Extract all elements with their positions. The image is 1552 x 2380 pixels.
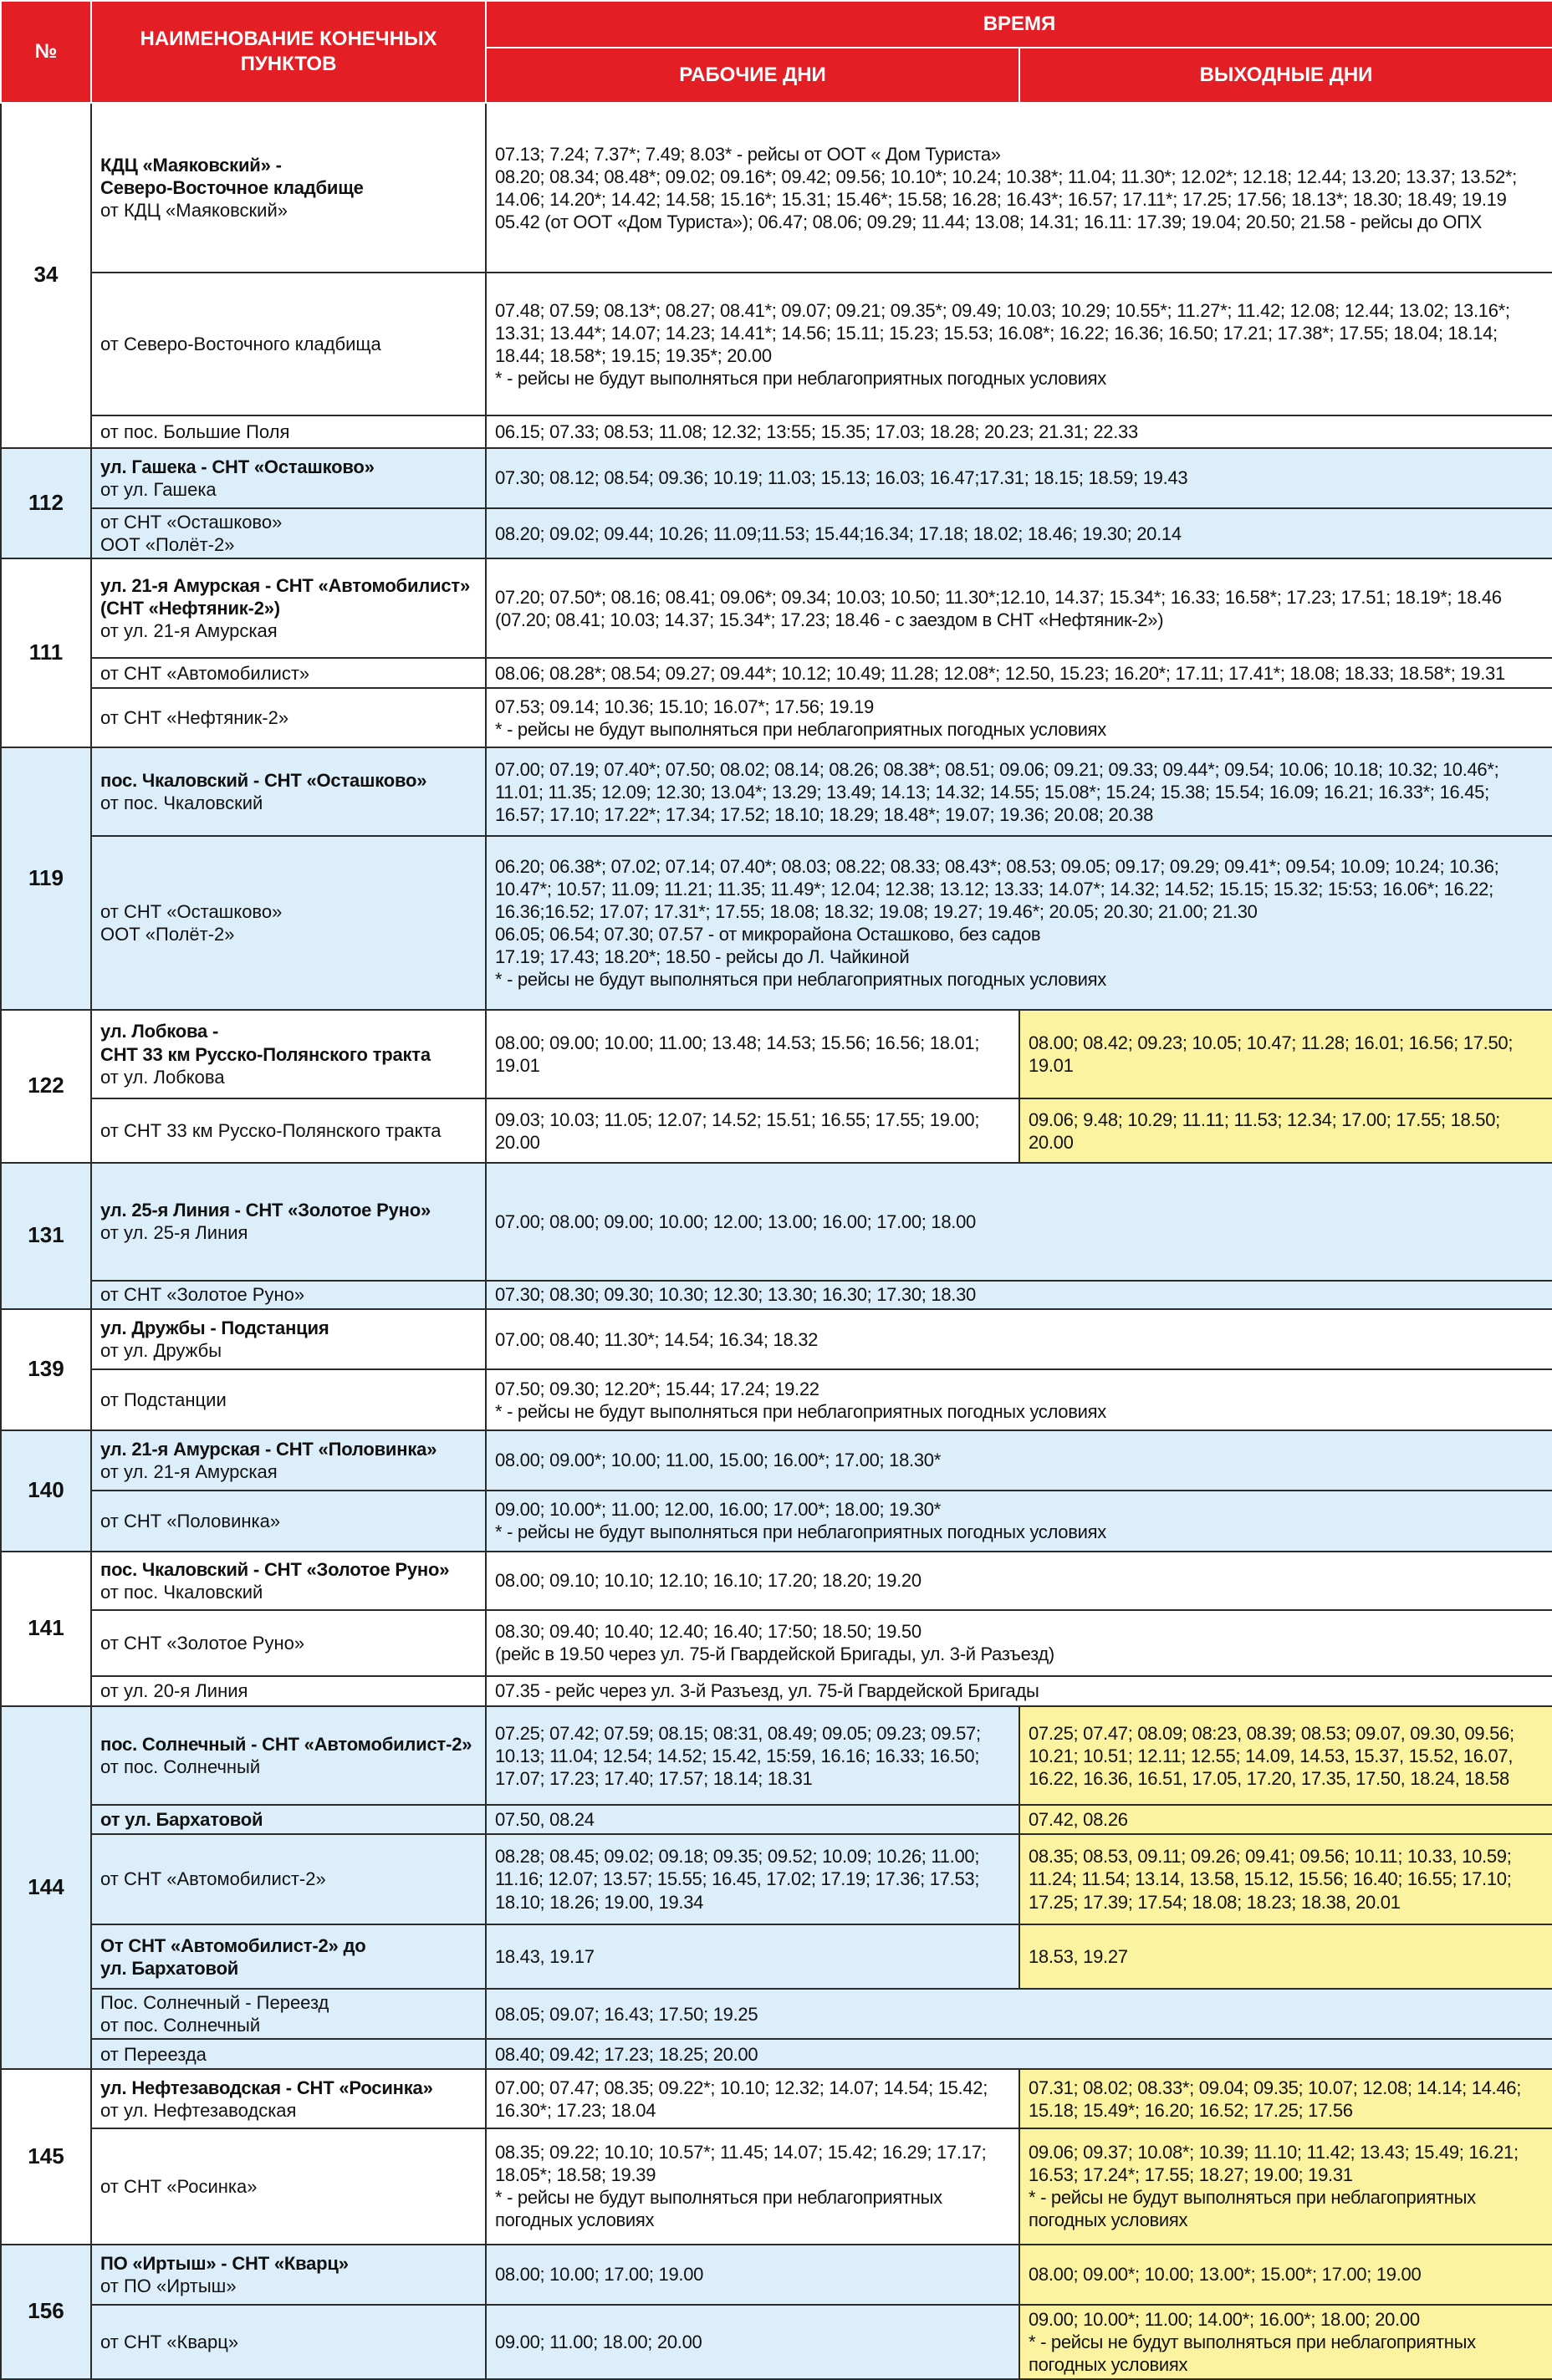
workday-times xyxy=(486,1834,1019,1925)
route-endpoint xyxy=(91,1163,486,1281)
table-row xyxy=(1,103,1552,273)
times-line: 06.05; 06.54; 07.30; 07.57 - от микрорайона Осташково, без садов xyxy=(495,924,1041,945)
workday-times xyxy=(486,2305,1019,2379)
times-line: 07.13; 7.24; 7.37*; 7.49; 8.03* - рейсы от ООТ « Дом Туриста» xyxy=(495,143,1001,165)
departure-times xyxy=(486,1610,1552,1675)
route-endpoint xyxy=(91,508,486,558)
route-number: 139 xyxy=(1,1309,91,1430)
times-line: 07.00; 08.40; 11.30*; 14.54; 16.34; 18.32 xyxy=(495,1328,819,1350)
route-number: 156 xyxy=(1,2245,91,2379)
times-line: 09.06; 9.48; 10.29; 11.11; 11.53; 12.34; 17.00; 17.55; 18.50; xyxy=(1029,1108,1500,1130)
route-title: ул. Нефтезаводская - СНТ «Росинка» xyxy=(100,2077,433,2098)
route-direction: от СНТ «Нефтяник-2» xyxy=(100,707,289,729)
route-direction: от ул. 21-я Амурская xyxy=(100,1460,278,1482)
route-endpoint xyxy=(91,1805,486,1833)
header-weekends: ВЫХОДНЫЕ ДНИ xyxy=(1019,48,1552,103)
times-line: 07.50, 08.24 xyxy=(495,1809,595,1831)
route-endpoint xyxy=(91,1989,486,2039)
header-name: НАИМЕНОВАНИЕ КОНЕЧНЫХ ПУНКТОВ xyxy=(91,1,486,103)
route-endpoint xyxy=(91,2305,486,2379)
route-direction: от ул. 20-я Линия xyxy=(100,1680,248,1702)
table-row xyxy=(1,558,1552,658)
route-number: 140 xyxy=(1,1430,91,1552)
times-line: 20.00 xyxy=(1029,1131,1074,1153)
route-endpoint xyxy=(91,1834,486,1925)
times-line: 07.25; 07.42; 07.59; 08.15; 08:31, 08.49; 09.05; 09.23; 09.57; 10.13; 11.04; 12.54; 14.52; 15.42, 15:59, 16.16; 16.33; 16.50; 17.07; 17.23; 17.40; 17.57; 18.14; 18.31 xyxy=(495,1722,981,1789)
table-row xyxy=(1,836,1552,1009)
header-number: № xyxy=(1,1,91,103)
departure-times xyxy=(486,1552,1552,1610)
route-direction: от СНТ «Осташково» xyxy=(100,512,283,533)
route-number: 144 xyxy=(1,1706,91,2070)
table-row xyxy=(1,1924,1552,1988)
times-line: 09.00; 11.00; 18.00; 20.00 xyxy=(495,2332,702,2353)
times-line: 08.30; 09.40; 10.40; 12.40; 16.40; 17:50; 18.50; 19.50 xyxy=(495,1621,922,1643)
times-line: 08.00; 09.00*; 10.00; 11.00, 15.00; 16.00*; 17.00; 18.30* xyxy=(495,1450,941,1471)
workday-times xyxy=(486,1098,1019,1162)
header-time: ВРЕМЯ xyxy=(486,1,1552,48)
route-number: 141 xyxy=(1,1552,91,1706)
departure-times xyxy=(486,747,1552,837)
departure-times xyxy=(486,448,1552,508)
table-row xyxy=(1,273,1552,415)
times-line: 08.28; 08.45; 09.02; 09.18; 09.35; 09.52; 10.09; 10.26; 11.00; 11.16; 12.07; 13.57; 15.55; 16.45, 17.02; 17.19; 17.36; 17.53; 18.10; 18.26; 19.00, 19.34 xyxy=(495,1846,980,1913)
route-endpoint xyxy=(91,836,486,1009)
table-row xyxy=(1,2245,1552,2305)
route-endpoint xyxy=(91,688,486,747)
departure-times xyxy=(486,103,1552,273)
times-line: 08.00; 09.10; 10.10; 12.10; 16.10; 17.20; 18.20; 19.20 xyxy=(495,1570,922,1592)
weekend-times xyxy=(1019,2305,1552,2379)
route-endpoint xyxy=(91,2039,486,2069)
route-title: ул. Лобкова - xyxy=(100,1021,219,1042)
departure-times xyxy=(486,836,1552,1009)
departure-times xyxy=(486,415,1552,447)
times-line: 17.19; 17.43; 18.20*; 18.50 - рейсы до Л. Чайкиной xyxy=(495,946,910,968)
route-direction: от СНТ «Золотое Руно» xyxy=(100,1632,305,1654)
times-line: * - рейсы не будут выполняться при неблагоприятных xyxy=(1029,2332,1476,2353)
times-line: 08.35; 09.22; 10.10; 10.57*; 11.45; 14.07; 15.42; 16.29; 17.17; 18.05*; 18.58; 19.39 xyxy=(495,2142,987,2186)
route-title: КДЦ «Маяковский» - xyxy=(100,155,282,176)
route-title: от ул. Бархатовой xyxy=(100,1809,263,1831)
route-direction: от СНТ «Золотое Руно» xyxy=(100,1284,305,1306)
table-row xyxy=(1,2069,1552,2128)
workday-times xyxy=(486,2069,1019,2128)
route-direction: от пос. Солнечный xyxy=(100,1756,261,1778)
table-row xyxy=(1,1098,1552,1162)
times-line: 08.40; 09.42; 17.23; 18.25; 20.00 xyxy=(495,2043,758,2065)
route-direction: от СНТ «Осташково» xyxy=(100,901,283,923)
route-endpoint xyxy=(91,273,486,415)
route-direction: от СНТ «Половинка» xyxy=(100,1510,281,1531)
weekend-times xyxy=(1019,2245,1552,2305)
table-row xyxy=(1,2305,1552,2379)
weekend-times xyxy=(1019,1834,1552,1925)
departure-times xyxy=(486,1163,1552,1281)
workday-times xyxy=(486,1010,1019,1099)
route-direction: от Переезда xyxy=(100,2043,207,2065)
table-row xyxy=(1,1369,1552,1430)
route-endpoint xyxy=(91,1924,486,1988)
route-number: 119 xyxy=(1,747,91,1010)
table-row xyxy=(1,1010,1552,1099)
times-line: 07.50; 09.30; 12.20*; 15.44; 17.24; 19.22 xyxy=(495,1378,819,1399)
departure-times xyxy=(486,273,1552,415)
times-line: 09.06; 09.37; 10.08*; 10.39; 11.10; 11.42; 13.43; 15.49; 16.21; 16.53; 17.24*; 17.55; 18.27; 19.00; 19.31 xyxy=(1029,2142,1519,2186)
table-row xyxy=(1,1491,1552,1551)
table-row xyxy=(1,448,1552,508)
route-endpoint xyxy=(91,2128,486,2245)
route-title: ул. Дружбы - Подстанция xyxy=(100,1317,329,1339)
route-direction: от ул. Гашека xyxy=(100,478,217,500)
route-direction: от ул. Лобкова xyxy=(100,1066,225,1088)
times-line: 19.01 xyxy=(1029,1055,1074,1077)
departure-times xyxy=(486,688,1552,747)
table-row xyxy=(1,1610,1552,1675)
table-row xyxy=(1,1989,1552,2039)
times-line: (07.20; 08.41; 10.03; 14.37; 15.34*; 17.23; 18.46 - с заездом в СНТ «Нефтяник-2») xyxy=(495,609,1164,630)
departure-times xyxy=(486,1369,1552,1430)
table-row xyxy=(1,1281,1552,1309)
route-title: ПО «Иртыш» - СНТ «Кварц» xyxy=(100,2252,349,2274)
route-endpoint xyxy=(91,1676,486,1706)
route-direction: от пос. Чкаловский xyxy=(100,1581,263,1603)
table-row xyxy=(1,1163,1552,1281)
times-line: * - рейсы не будут выполняться при неблагоприятных погодных условиях xyxy=(495,1521,1106,1543)
times-line: 08.00; 09.00; 10.00; 11.00; 13.48; 14.53; 15.56; 16.56; 18.01; xyxy=(495,1032,980,1053)
workday-times xyxy=(486,1805,1019,1833)
weekend-times xyxy=(1019,1706,1552,1806)
times-line: 08.00; 09.00*; 10.00; 13.00*; 15.00*; 17.00; 19.00 xyxy=(1029,2264,1422,2286)
weekend-times xyxy=(1019,2069,1552,2128)
route-direction: от ул. Нефтезаводская xyxy=(100,2099,297,2121)
route-title: пос. Чкаловский - СНТ «Золотое Руно» xyxy=(100,1558,450,1580)
header-workdays: РАБОЧИЕ ДНИ xyxy=(486,48,1019,103)
route-endpoint xyxy=(91,448,486,508)
weekend-times xyxy=(1019,1010,1552,1099)
table-row xyxy=(1,1552,1552,1610)
route-number: 122 xyxy=(1,1010,91,1163)
workday-times xyxy=(486,2245,1019,2305)
route-direction: от СНТ «Автомобилист-2» xyxy=(100,1868,326,1890)
route-endpoint xyxy=(91,1010,486,1099)
times-line: 05.42 (от ООТ «Дом Туриста»); 06.47; 08.06; 09.29; 11.44; 13.08; 14.31; 16.11: 17.39; 19.04; 20.50; 21.58 - рейсы до ОПХ xyxy=(495,211,1482,232)
route-title: (СНТ «Нефтяник-2») xyxy=(100,598,280,619)
times-line: погодных условиях xyxy=(1029,2209,1188,2231)
weekend-times xyxy=(1019,1805,1552,1833)
departure-times xyxy=(486,1989,1552,2039)
route-direction: от пос. Солнечный xyxy=(100,2015,261,2036)
times-line: 08.00; 10.00; 17.00; 19.00 xyxy=(495,2264,704,2286)
times-line: 07.25; 07.47; 08.09; 08:23, 08.39; 08.53; 09.07, 09.30, 09.56; 10.21; 10.51; 12.11; 12.55; 14.09, 14.53, 15.37, 15.52, 16.07, 16.22, 16.36, 16.51, 17.05, 17.20, 17.35, 17.50, 18.24, 18.58 xyxy=(1029,1722,1514,1789)
weekend-times xyxy=(1019,2128,1552,2245)
times-line: 09.00; 10.00*; 11.00; 14.00*; 16.00*; 18.00; 20.00 xyxy=(1029,2309,1420,2331)
table-row xyxy=(1,1706,1552,1806)
times-line: 07.48; 07.59; 08.13*; 08.27; 08.41*; 09.07; 09.21; 09.35*; 09.49; 10.03; 10.29; 10.55*; 11.27*; 11.42; 12.08; 12.44; 13.02; 13.16*; 13.31; 13.44*; 14.07; 14.23; 14.41*; 14.56; 15.11; 15.23; 15.53; 16.08*; 16.22; 16.36; 16.50; 17.21; 17.38*; 17.55; 18.04; 18.14; 18.44; 18.58*; 19.15; 19.35*; 20.00 xyxy=(495,299,1510,366)
route-direction: от ПО «Иртыш» xyxy=(100,2275,237,2296)
route-title: пос. Солнечный - СНТ «Автомобилист-2» xyxy=(100,1734,472,1756)
route-endpoint xyxy=(91,747,486,837)
times-line: 20.00 xyxy=(495,1131,540,1153)
times-line: 06.15; 07.33; 08.53; 11.08; 12.32; 13:55; 15.35; 17.03; 18.28; 20.23; 21.31; 22.33 xyxy=(495,420,1138,442)
route-direction: от пос. Чкаловский xyxy=(100,792,263,814)
route-endpoint xyxy=(91,1098,486,1162)
times-line: 08.20; 09.02; 09.44; 10.26; 11.09;11.53; 15.44;16.34; 17.18; 18.02; 18.46; 19.30; 20.14 xyxy=(495,522,1182,544)
route-title: СНТ 33 км Русско-Полянского тракта xyxy=(100,1043,431,1065)
route-direction: от пос. Большие Поля xyxy=(100,420,290,442)
route-number: 112 xyxy=(1,448,91,559)
times-line: 08.35; 08.53, 09.11; 09.26; 09.41; 09.56; 10.11; 10.33, 10.59; 11.24; 11.54; 13.14, 13.58, 15.12, 15.56; 16.40; 16.55; 17.10; 17.25; 17.39; 17.54; 18.08; 18.23; 18.38, 20.01 xyxy=(1029,1846,1512,1913)
departure-times xyxy=(486,2039,1552,2069)
table-row xyxy=(1,747,1552,837)
route-direction: от Подстанции xyxy=(100,1389,227,1411)
times-line: 07.35 - рейс через ул. 3-й Разъезд, ул. 75-й Гвардейской Бригады xyxy=(495,1680,1039,1702)
table-row xyxy=(1,1676,1552,1706)
times-line: (рейс в 19.50 через ул. 75-й Гвардейской Бригады, ул. 3-й Разъезд) xyxy=(495,1644,1054,1665)
table-row xyxy=(1,1309,1552,1369)
workday-times xyxy=(486,2128,1019,2245)
times-line: 07.00; 08.00; 09.00; 10.00; 12.00; 13.00; 16.00; 17.00; 18.00 xyxy=(495,1210,976,1232)
route-title: ул. 21-я Амурская - СНТ «Автомобилист» xyxy=(100,575,471,597)
route-endpoint xyxy=(91,1309,486,1369)
route-direction: от ул. 21-я Амурская xyxy=(100,620,278,642)
route-direction: от СНТ «Кварц» xyxy=(100,2332,239,2353)
times-line: погодных условиях xyxy=(495,2209,655,2231)
route-endpoint xyxy=(91,2069,486,2128)
times-line: 07.30; 08.12; 08.54; 09.36; 10.19; 11.03; 15.13; 16.03; 16.47;17.31; 18.15; 18.59; 19.43 xyxy=(495,467,1188,489)
route-number: 111 xyxy=(1,558,91,747)
route-number: 145 xyxy=(1,2069,91,2244)
route-endpoint xyxy=(91,1369,486,1430)
times-line: * - рейсы не будут выполняться при неблагоприятных погодных условиях xyxy=(495,969,1106,991)
times-line: * - рейсы не будут выполняться при неблагоприятных xyxy=(1029,2187,1476,2209)
route-endpoint xyxy=(91,415,486,447)
route-direction: от СНТ «Росинка» xyxy=(100,2175,258,2197)
route-endpoint xyxy=(91,1491,486,1551)
times-line: 18.43, 19.17 xyxy=(495,1946,595,1968)
route-number: 131 xyxy=(1,1163,91,1309)
route-number: 34 xyxy=(1,103,91,448)
departure-times xyxy=(486,1309,1552,1369)
times-line: * - рейсы не будут выполняться при неблагоприятных погодных условиях xyxy=(495,1400,1106,1422)
route-endpoint xyxy=(91,1281,486,1309)
departure-times xyxy=(486,658,1552,688)
times-line: 06.20; 06.38*; 07.02; 07.14; 07.40*; 08.03; 08.22; 08.33; 08.43*; 08.53; 09.05; 09.17; 09.29; 09.41*; 09.54; 10.09; 10.24; 10.36; 10.47*; 10.57; 11.09; 11.21; 11.35; 11.49*; 12.04; 12.38; 13.12; 13.33; 14.07*; 14.32; 14.52; 15.15; 15.32; 15:53; 16.06*; 16.22; 16.36;16.52; 17.07; 17.31*; 17.55; 18.08; 18.32; 19.08; 19.27; 19.46*; 20.05; 20.30; 21.00; 21.30 xyxy=(495,855,1499,923)
table-row xyxy=(1,1430,1552,1491)
route-endpoint xyxy=(91,2245,486,2305)
times-line: 19.01 xyxy=(495,1055,540,1077)
route-endpoint xyxy=(91,1706,486,1806)
route-direction: от КДЦ «Маяковский» xyxy=(100,200,288,222)
workday-times xyxy=(486,1706,1019,1806)
times-line: 08.00; 08.42; 09.23; 10.05; 10.47; 11.28; 16.01; 16.56; 17.50; xyxy=(1029,1032,1514,1053)
times-line: 08.05; 09.07; 16.43; 17.50; 19.25 xyxy=(495,2003,758,2025)
departure-times xyxy=(486,1430,1552,1491)
departure-times xyxy=(486,508,1552,558)
table-row xyxy=(1,688,1552,747)
table-row xyxy=(1,1805,1552,1833)
departure-times xyxy=(486,1281,1552,1309)
times-line: 09.03; 10.03; 11.05; 12.07; 14.52; 15.51; 16.55; 17.55; 19.00; xyxy=(495,1108,980,1130)
route-endpoint xyxy=(91,1430,486,1491)
route-title: ул. 21-я Амурская - СНТ «Половинка» xyxy=(100,1438,437,1460)
route-direction: ООТ «Полёт-2» xyxy=(100,924,235,945)
times-line: 08.20; 08.34; 08.48*; 09.02; 09.16*; 09.42; 09.56; 10.10*; 10.24; 10.38*; 11.04; 11.30*; 12.02*; 12.18; 12.44; 13.20; 13.37; 13.52*; 14.06; 14.20*; 14.42; 14.58; 15.16*; 15.31; 15.46*; 15.58; 16.28; 16.43*; 16.57; 17.11*; 17.25; 17.56; 18.13*; 18.30; 18.49; 19.19 xyxy=(495,166,1517,210)
table-row xyxy=(1,2128,1552,2245)
route-endpoint xyxy=(91,103,486,273)
route-endpoint xyxy=(91,558,486,658)
times-line: 08.06; 08.28*; 08.54; 09.27; 09.44*; 10.12; 10.49; 11.28; 12.08*; 12.50, 15.23; 16.20*; 17.11; 17.41*; 18.08; 18.33; 18.58*; 19.31 xyxy=(495,662,1505,684)
route-endpoint xyxy=(91,1610,486,1675)
times-line: 07.53; 09.14; 10.36; 15.10; 16.07*; 17.56; 19.19 xyxy=(495,696,874,717)
table-row xyxy=(1,508,1552,558)
route-direction: от Северо-Восточного кладбища xyxy=(100,334,381,355)
departure-times xyxy=(486,1491,1552,1551)
times-line: 07.00; 07.47; 08.35; 09.22*; 10.10; 12.32; 14.07; 14.54; 15.42; 16.30*; 17.23; 18.04 xyxy=(495,2077,988,2121)
times-line: 18.53, 19.27 xyxy=(1029,1946,1128,1968)
times-line: 07.30; 08.30; 09.30; 10.30; 12.30; 13.30; 16.30; 17.30; 18.30 xyxy=(495,1284,976,1306)
route-title: ул. 25-я Линия - СНТ «Золотое Руно» xyxy=(100,1200,431,1221)
departure-times xyxy=(486,1676,1552,1706)
times-line: погодных условиях xyxy=(1029,2354,1188,2376)
times-line: * - рейсы не будут выполняться при неблагоприятных погодных условиях xyxy=(495,718,1106,740)
times-line: 09.00; 10.00*; 11.00; 12.00, 16.00; 17.00*; 18.00; 19.30* xyxy=(495,1499,941,1521)
route-endpoint xyxy=(91,658,486,688)
route-title: От СНТ «Автомобилист-2» до xyxy=(100,1934,366,1956)
table-row xyxy=(1,658,1552,688)
route-direction: Пос. Солнечный - Переезд xyxy=(100,1991,329,2013)
route-title: ул. Гашека - СНТ «Осташково» xyxy=(100,456,375,477)
times-line: * - рейсы не будут выполняться при неблагоприятных xyxy=(495,2187,942,2209)
times-line: * - рейсы не будут выполняться при неблагоприятных погодных условиях xyxy=(495,367,1106,389)
route-direction: от ул. 25-я Линия xyxy=(100,1222,248,1244)
times-line: 07.00; 07.19; 07.40*; 07.50; 08.02; 08.14; 08.26; 08.38*; 08.51; 09.06; 09.21; 09.33; 09.44*; 09.54; 10.06; 10.18; 10.32; 10.46*; 11.01; 11.35; 12.09; 12.30; 13.04*; 13.29; 13.49; 14.13; 14.32; 14.55; 15.08*; 15.24; 15.38; 15.54; 16.09; 16.21; 16.33*; 16.45; 16.57; 17.10; 17.22*; 17.34; 17.52; 18.10; 18.29; 18.48*; 19.07; 19.36; 20.08; 20.38 xyxy=(495,758,1499,825)
route-direction: от ул. Дружбы xyxy=(100,1340,222,1362)
departure-times xyxy=(486,558,1552,658)
table-row xyxy=(1,415,1552,447)
workday-times xyxy=(486,1924,1019,1988)
weekend-times xyxy=(1019,1924,1552,1988)
times-line: 07.20; 07.50*; 08.16; 08.41; 09.06*; 09.34; 10.03; 10.50; 11.30*;12.10, 14.37; 15.34*; 16.33; 16.58*; 17.23; 17.51; 18.19*; 18.46 xyxy=(495,586,1502,608)
route-title: пос. Чкаловский - СНТ «Осташково» xyxy=(100,770,427,792)
route-direction: ООТ «Полёт-2» xyxy=(100,534,235,556)
weekend-times xyxy=(1019,1098,1552,1162)
table-row xyxy=(1,1834,1552,1925)
route-direction: от СНТ «Автомобилист» xyxy=(100,662,310,684)
route-direction: от СНТ 33 км Русско-Полянского тракта xyxy=(100,1120,442,1142)
route-title: ул. Бархатовой xyxy=(100,1957,239,1979)
times-line: 07.31; 08.02; 08.33*; 09.04; 09.35; 10.07; 12.08; 14.14; 14.46; 15.18; 15.49*; 16.20; 16.52; 17.25; 17.56 xyxy=(1029,2077,1522,2121)
route-title: Северо-Восточное кладбище xyxy=(100,177,364,199)
table-row xyxy=(1,2039,1552,2069)
route-endpoint xyxy=(91,1552,486,1610)
times-line: 07.42, 08.26 xyxy=(1029,1809,1128,1831)
